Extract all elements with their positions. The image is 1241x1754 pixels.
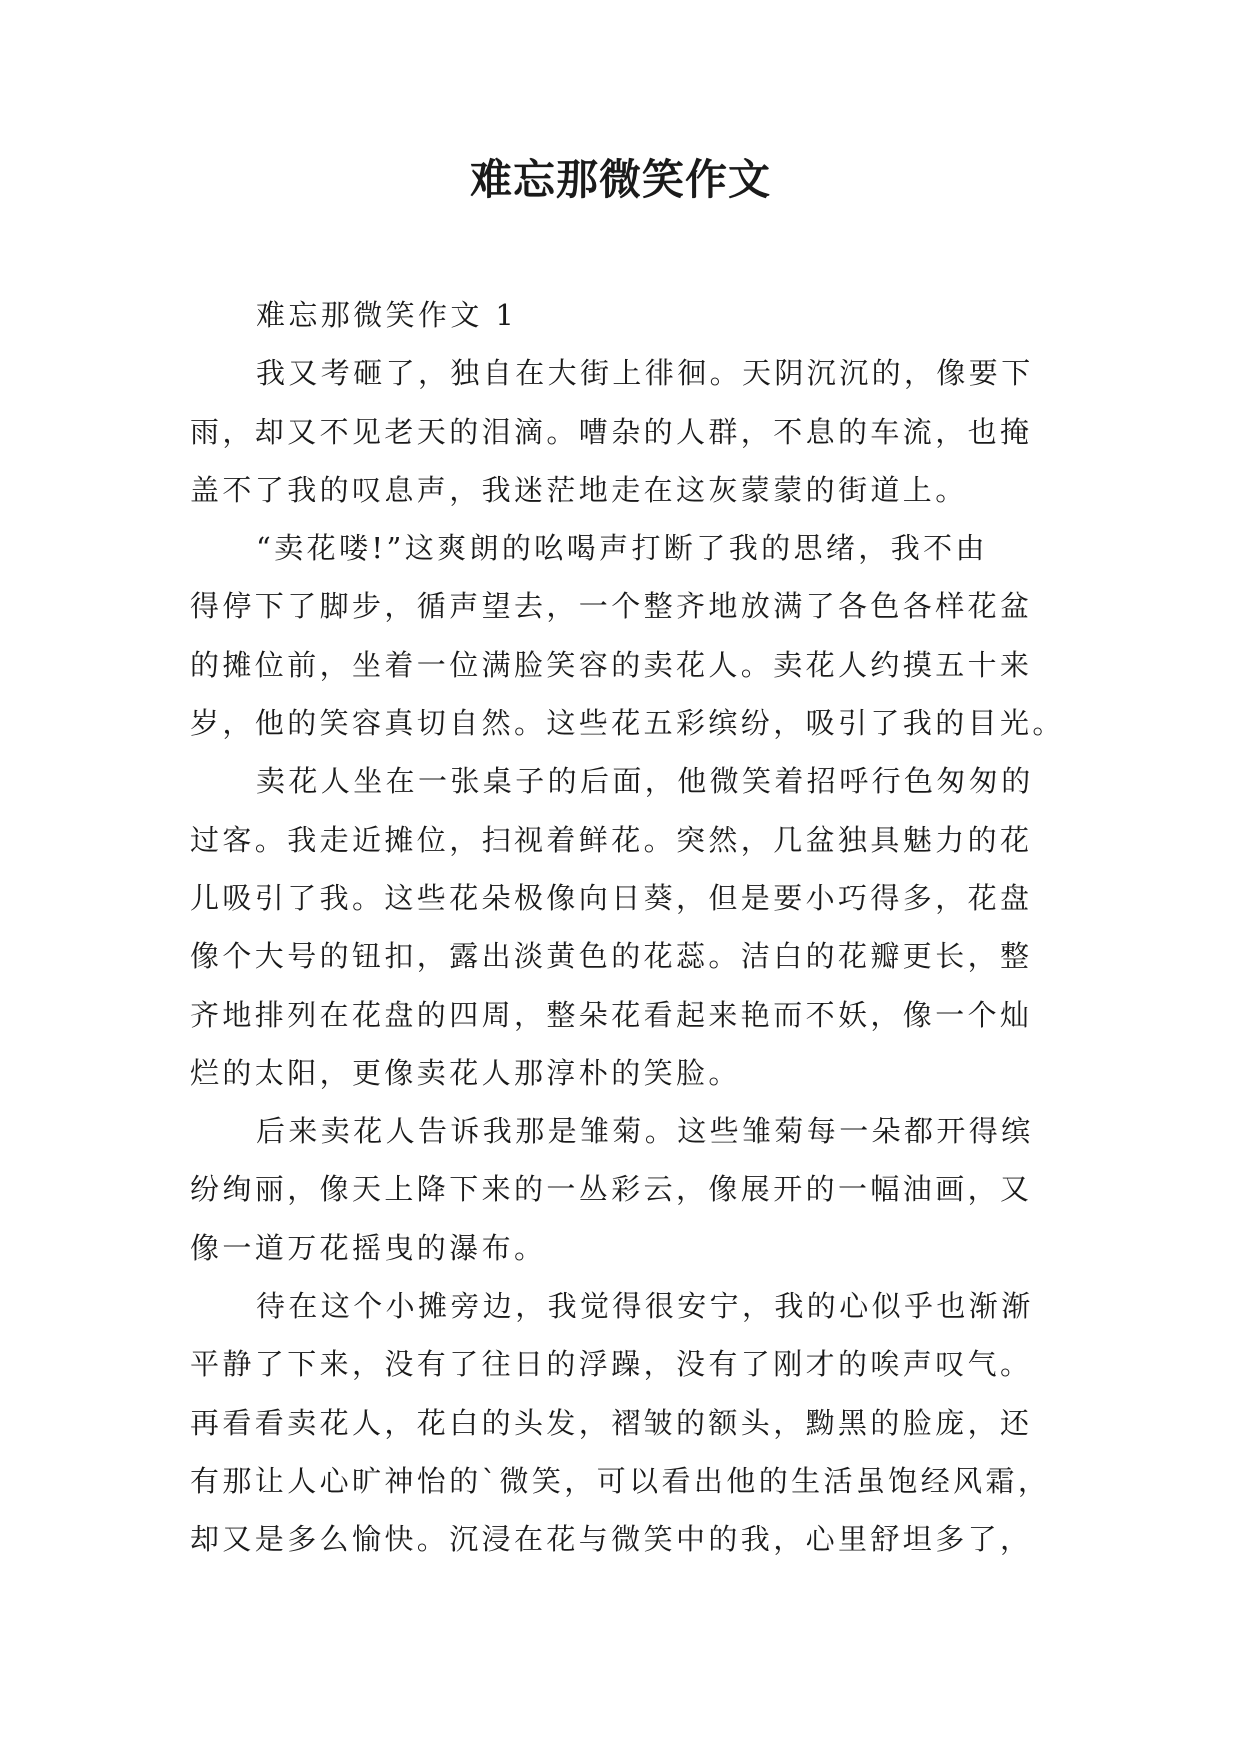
text-line: 却又是多么愉快。沉浸在花与微笑中的我，心里舒坦多了， [190,1522,1033,1557]
document-body [190,286,1065,1569]
document-title: 难忘那微笑作文 [469,155,771,204]
text-line: 烂的太阳，更像卖花人那淳朴的笑脸。 [190,1055,741,1090]
text-line: 儿吸引了我。这些花朵极像向日葵，但是要小巧得多，花盘 [190,880,1033,915]
text-line: 的摊位前，坐着一位满脸笑容的卖花人。卖花人约摸五十来 [190,647,1033,682]
text-line: 我又考砸了，独自在大街上徘徊。天阴沉沉的，像要下 [256,356,1034,391]
text-line: “卖花喽!”这爽朗的吆喝声打断了我的思绪，我不由 [256,531,988,566]
text-line: 平静了下来，没有了往日的浮躁，没有了刚才的唉声叹气。 [190,1347,1033,1382]
text-line: 再看看卖花人，花白的头发，褶皱的额头，黝黑的脸庞，还 [190,1405,1033,1440]
text-line: 岁，他的笑容真切自然。这些花五彩缤纷，吸引了我的目光。 [190,706,1065,741]
text-line: 纷绚丽，像天上降下来的一丛彩云，像展开的一幅油画，又 [190,1172,1033,1207]
text-line: 难忘那微笑作文 1 [256,298,518,332]
text-line: 盖不了我的叹息声，我迷茫地走在这灰蒙蒙的街道上。 [190,472,968,507]
text-line: 卖花人坐在一张桌子的后面，他微笑着招呼行色匆匆的 [256,764,1034,799]
text-line: 像一道万花摇曳的瀑布。 [190,1230,547,1265]
text-line: 像个大号的钮扣，露出淡黄色的花蕊。洁白的花瓣更长，整 [190,939,1033,974]
text-line: 待在这个小摊旁边，我觉得很安宁，我的心似乎也渐渐 [256,1289,1034,1324]
text-line: 雨，却又不见老天的泪滴。嘈杂的人群，不息的车流，也掩 [190,414,1033,449]
text-line: 齐地排列在花盘的四周，整朵花看起来艳而不妖，像一个灿 [190,997,1033,1032]
text-line: 后来卖花人告诉我那是雏菊。这些雏菊每一朵都开得缤 [256,1114,1034,1149]
text-line: 有那让人心旷神怡的`微笑，可以看出他的生活虽饱经风霜， [190,1463,1051,1498]
text-line: 过客。我走近摊位，扫视着鲜花。突然，几盆独具魅力的花 [190,822,1033,857]
text-line: 得停下了脚步，循声望去，一个整齐地放满了各色各样花盆 [190,589,1033,624]
